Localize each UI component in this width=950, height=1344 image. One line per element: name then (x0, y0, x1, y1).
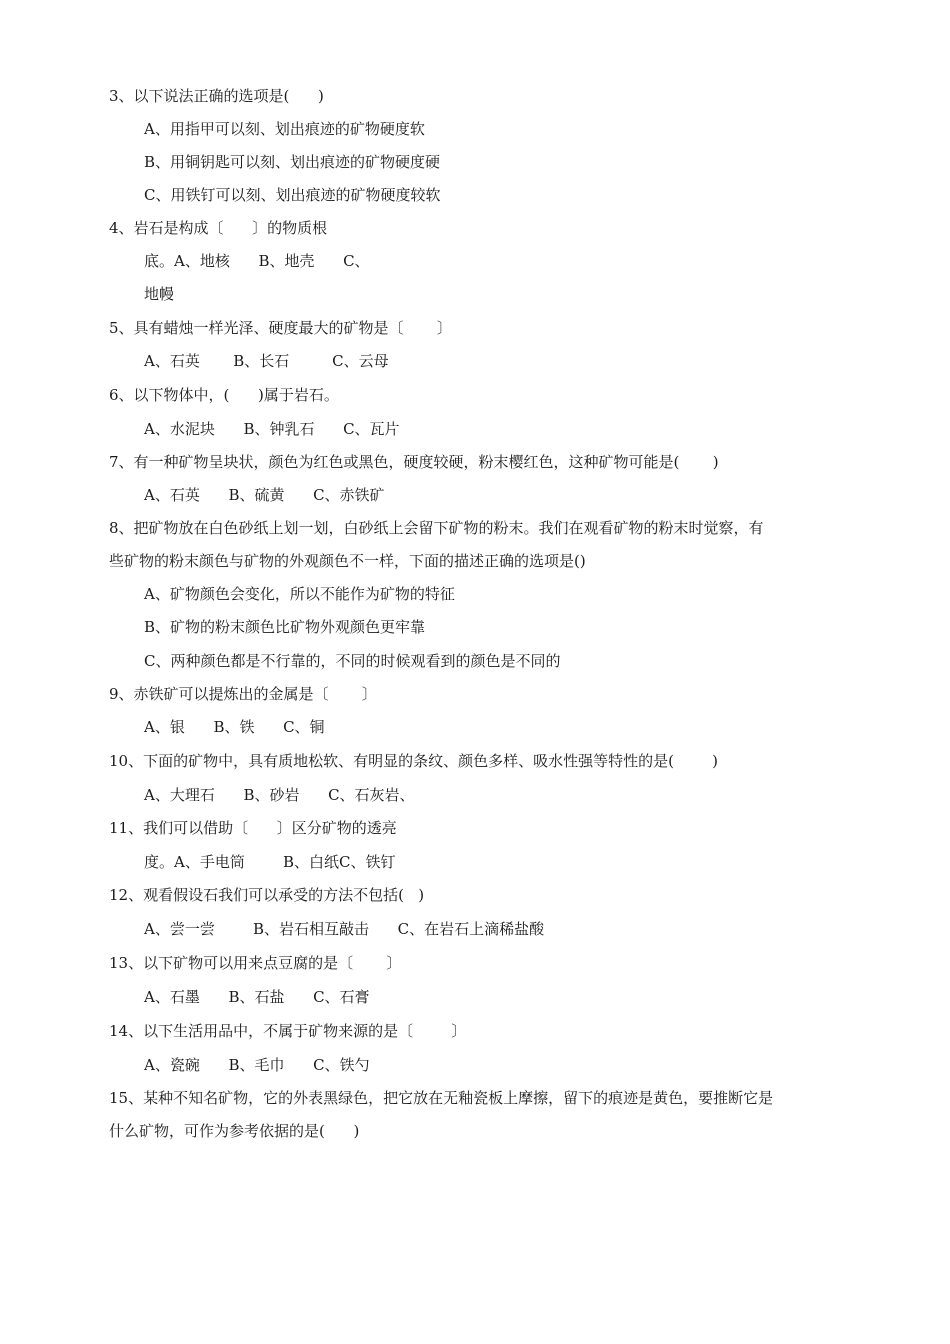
question-12: 12、观看假设石我们可以承受的方法不包括( ) (109, 886, 425, 904)
question-9: 9、赤铁矿可以提炼出的金属是〔 〕 (109, 685, 377, 703)
question-8-option-c: C、两种颜色都是不行靠的，不同的时候观看到的颜色是不同的 (144, 652, 561, 670)
question-10-options: A、大理石 B、砂岩 C、石灰岩、 (144, 786, 415, 804)
question-5-options: A、石英 B、长石 C、云母 (144, 352, 389, 370)
question-7: 7、有一种矿物呈块状，颜色为红色或黑色，硬度较硬，粉末樱红色，这种矿物可能是( ) (109, 453, 719, 471)
question-11: 11、我们可以借助〔 〕区分矿物的透亮 (109, 819, 397, 837)
question-15: 15、某种不知名矿物，它的外表黑绿色，把它放在无釉瓷板上摩擦，留下的痕迹是黄色，要推断它是 (109, 1089, 774, 1107)
question-6-options: A、水泥块 B、钟乳石 C、瓦片 (144, 420, 400, 438)
question-11-options: 度。A、手电筒 B、白纸C、铁钉 (144, 853, 396, 871)
question-14-options: A、瓷碗 B、毛巾 C、铁勺 (144, 1056, 370, 1074)
question-13-options: A、石墨 B、石盐 C、石膏 (144, 988, 370, 1006)
question-4-options: 底。A、地核 B、地壳 C、 (144, 252, 370, 270)
question-6: 6、以下物体中，( )属于岩石。 (109, 386, 339, 404)
question-8-option-b: B、矿物的粉末颜色比矿物外观颜色更牢靠 (144, 618, 426, 636)
question-4: 4、岩石是构成〔 〕的物质根 (109, 219, 328, 237)
question-7-options: A、石英 B、硫黄 C、赤铁矿 (144, 486, 385, 504)
question-5: 5、具有蜡烛一样光泽、硬度最大的矿物是〔 〕 (109, 319, 452, 337)
question-8-option-a: A、矿物颜色会变化，所以不能作为矿物的特征 (144, 585, 455, 603)
question-14: 14、以下生活用品中，不属于矿物来源的是〔 〕 (109, 1022, 467, 1040)
question-15-cont: 什么矿物，可作为参考依据的是( ) (109, 1122, 360, 1140)
question-3-option-a: A、用指甲可以刻、划出痕迹的矿物硬度软 (144, 120, 425, 138)
question-3: 3、以下说法正确的选项是( ) (109, 87, 324, 105)
question-12-options: A、尝一尝 B、岩石相互敲击 C、在岩石上滴稀盐酸 (144, 920, 545, 938)
question-8: 8、把矿物放在白色砂纸上划一划，白砂纸上会留下矿物的粉末。我们在观看矿物的粉末时觉察，有 (109, 519, 764, 537)
question-8-cont: 些矿物的粉末颜色与矿物的外观颜色不一样，下面的描述正确的选项是() (109, 552, 586, 570)
question-13: 13、以下矿物可以用来点豆腐的是〔 〕 (109, 954, 402, 972)
question-4-options-cont: 地幔 (144, 285, 175, 303)
question-10: 10、下面的矿物中，具有质地松软、有明显的条纹、颜色多样、吸水性强等特性的是( ) (109, 752, 718, 770)
question-3-option-b: B、用铜钥匙可以刻、划出痕迹的矿物硬度硬 (144, 153, 441, 171)
question-9-options: A、银 B、铁 C、铜 (144, 718, 325, 736)
question-3-option-c: C、用铁钉可以刻、划出痕迹的矿物硬度较软 (144, 186, 441, 204)
